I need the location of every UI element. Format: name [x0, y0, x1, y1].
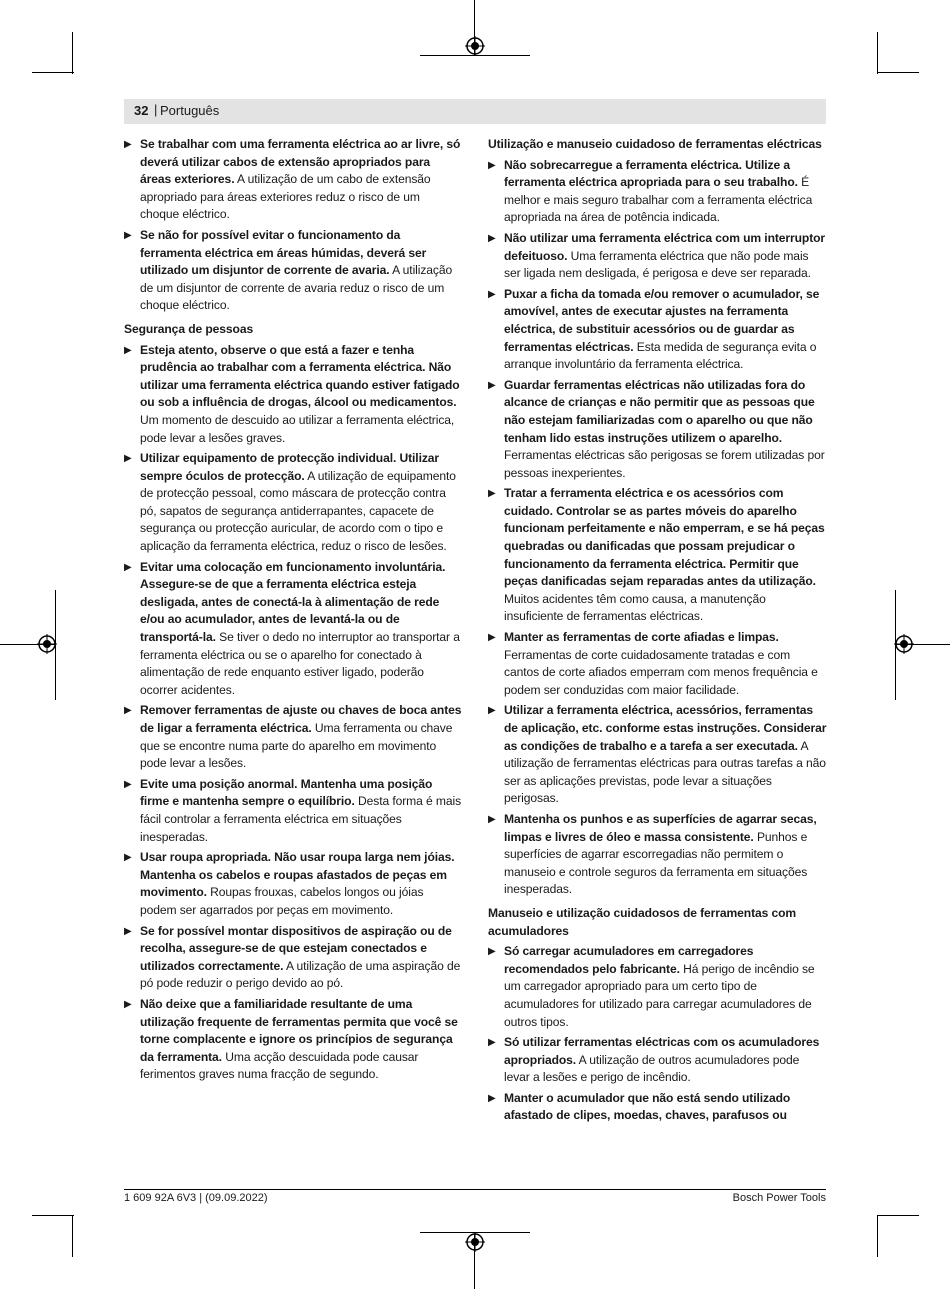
bullet-triangle-icon: ▶ [124, 778, 132, 790]
safety-item [488, 811, 828, 899]
safety-instruction: Se for possível montar dispositivos de aspiração ou de recolha, assegure-se de que estejam conectados e utilizados correctamente. [140, 923, 452, 973]
section-heading: Segurança de pessoas [124, 321, 254, 336]
safety-item [488, 230, 828, 283]
safety-explanation: Se tiver o dedo no interruptor ao transportar a ferramenta eléctrica ou se o aparelho for conectado à alimentação de rede enquanto estiver ligado, poderão ocorrer acidentes. [140, 630, 460, 697]
safety-instruction: Usar roupa apropriada. Não usar roupa larga nem jóias. Mantenha os cabelos e roupas afastados de peças em movimento. [140, 850, 455, 900]
safety-item [488, 286, 828, 374]
section-heading: Utilização e manuseio cuidadoso de ferramentas eléctricas [488, 137, 822, 151]
safety-instruction: Tratar a ferramenta eléctrica e os acessórios com cuidado. Controlar se as partes móveis do aparelho funcionam perfeitamente e não emperram, e se há peças quebradas ou danificadas que possam prejudicar o funcionamento da ferramenta eléctrica. Permitir que peças danificadas sejam reparadas antes da utilização. [504, 486, 825, 589]
crop-mark [72, 32, 73, 74]
header-separator: | [154, 102, 158, 117]
safety-item [124, 702, 462, 772]
footer-brand: Bosch Power Tools [732, 1192, 826, 1204]
registration-target-icon [37, 634, 57, 654]
safety-item [124, 996, 462, 1084]
bullet-triangle-icon: ▶ [124, 705, 132, 717]
safety-instruction: Puxar a ficha da tomada e/ou remover o acumulador, se amovível, antes de executar ajustes na ferramenta eléctrica, de substituir acessórios ou de guardar as ferramentas eléctricas. [504, 286, 820, 354]
safety-explanation: A utilização de ferramentas eléctricas para outras tarefas a não ser as aplicações previstas, pode levar a situações perigosas. [504, 738, 826, 806]
bullet-triangle-icon: ▶ [124, 344, 132, 356]
left-column [124, 136, 462, 1087]
safety-item [124, 342, 462, 448]
page-header [124, 99, 826, 124]
safety-instruction: Remover ferramentas de ajuste ou chaves de boca antes de ligar a ferramenta eléctrica. [140, 703, 462, 735]
safety-instruction: Utilizar a ferramenta eléctrica, acessórios, ferramentas de aplicação, etc. conforme estas instruções. Considerar as condições de trabalho e a tarefa a ser executada. [504, 703, 827, 753]
safety-item [488, 943, 828, 1031]
safety-explanation: Ferramentas eléctricas são perigosas se forem utilizadas por pessoas inexperientes. [504, 448, 825, 480]
safety-explanation: A utilização de equipamento de protecção pessoal, como máscara de protecção contra pó, sapatos de segurança antiderrapantes, capacete de segurança ou protecção auricular, de acordo com o tipo e aplicação da ferramenta eléctrica, reduz o risco de lesões. [140, 468, 456, 554]
bullet-triangle-icon: ▶ [124, 561, 132, 573]
safety-explanation: A utilização de um disjuntor de corrente de avaria reduz o risco de um choque eléctrico. [140, 263, 453, 313]
safety-explanation: Desta forma é mais fácil controlar a ferramenta eléctrica em situações inesperadas. [140, 794, 462, 844]
bullet-triangle-icon: ▶ [488, 488, 496, 500]
safety-item [124, 450, 462, 556]
footer-code: 1 609 92A 6V3 | (09.09.2022) [124, 1192, 268, 1204]
page-number: 32 [134, 103, 149, 118]
safety-instruction: Não deixe que a familiaridade resultante de uma utilização frequente de ferramentas permita que você se torne complacente e ignore os princípios de segurança da ferramenta. [140, 996, 458, 1064]
safety-item [124, 136, 462, 224]
safety-explanation: Ferramentas de corte cuidadosamente tratadas e com cantos de corte afiados emperram com menos frequência e podem ser conduzidas com maior facilidade. [504, 647, 818, 697]
safety-explanation: Uma ferramenta ou chave que se encontre numa parte do aparelho em movimento pode levar a lesões. [140, 721, 453, 771]
safety-explanation: Muitos acidentes têm como causa, a manutenção insuficiente de ferramentas eléctricas. [504, 591, 766, 624]
registration-target-icon [894, 634, 914, 654]
safety-item [488, 157, 828, 227]
safety-instruction: Esteja atento, observe o que está a fazer e tenha prudência ao trabalhar com a ferramenta eléctrica. Não utilizar uma ferramenta eléctrica quando estiver fatigado ou sob a influência de drogas, álcool ou medicamentos. [140, 342, 460, 410]
safety-instruction: Não sobrecarregue a ferramenta eléctrica. Utilize a ferramenta eléctrica apropriada para o seu trabalho. [504, 157, 798, 190]
safety-item [488, 377, 828, 483]
bullet-triangle-icon: ▶ [124, 998, 132, 1010]
bullet-triangle-icon: ▶ [488, 288, 496, 300]
right-column [488, 136, 828, 1128]
crop-mark [72, 1215, 73, 1257]
footer-rule [124, 1189, 826, 1190]
bullet-triangle-icon: ▶ [488, 379, 496, 391]
safety-item [124, 227, 462, 315]
safety-instruction: Evitar uma colocação em funcionamento involuntária. Assegure-se de que a ferramenta eléctrica esteja desligada, antes de conectá-la à alimentação de rede e/ou ao acumulador, antes de levantá-la ou de transportá-la. [140, 559, 446, 645]
safety-item [488, 1034, 828, 1087]
bullet-triangle-icon: ▶ [488, 705, 496, 717]
safety-explanation: Uma ferramenta eléctrica que não pode mais ser ligada nem desligada, é perigosa e deve ser reparada. [504, 248, 811, 281]
safety-item [488, 1090, 828, 1125]
safety-explanation: Uma acção descuidada pode causar ferimentos graves numa fracção de segundo. [140, 1049, 419, 1082]
crop-mark [877, 1215, 919, 1216]
bullet-triangle-icon: ▶ [488, 1092, 496, 1104]
bullet-triangle-icon: ▶ [488, 1037, 496, 1049]
crop-mark [877, 72, 919, 73]
crop-mark [877, 32, 878, 74]
bullet-triangle-icon: ▶ [124, 852, 132, 864]
registration-target-icon [465, 1232, 485, 1252]
page-language: Português [160, 103, 220, 118]
safety-instruction: Evite uma posição anormal. Mantenha uma posição firme e mantenha sempre o equilíbrio. [140, 776, 433, 809]
safety-explanation: É melhor e mais seguro trabalhar com a ferramenta eléctrica apropriada na área de potência indicada. [504, 175, 813, 225]
section-heading: Manuseio e utilização cuidadosos de ferramentas com acumuladores [488, 905, 797, 938]
safety-explanation: A utilização de outros acumuladores pode levar a lesões e perigo de incêndio. [504, 1052, 800, 1085]
safety-item [488, 702, 828, 808]
bullet-triangle-icon: ▶ [488, 232, 496, 244]
bullet-triangle-icon: ▶ [488, 946, 496, 958]
bullet-triangle-icon: ▶ [488, 159, 496, 171]
registration-target-icon [465, 36, 485, 56]
safety-instruction: Só utilizar ferramentas eléctricas com os acumuladores apropriados. [504, 1035, 820, 1067]
safety-explanation: Punhos e superfícies de agarrar escorregadias não permitem o manuseio e controle seguros da ferramenta em situações inesperadas. [504, 829, 808, 897]
safety-instruction: Manter as ferramentas de corte afiadas e limpas. [504, 630, 779, 645]
bullet-triangle-icon: ▶ [124, 925, 132, 937]
safety-instruction: Só carregar acumuladores em carregadores recomendados pelo fabricante. [504, 944, 754, 976]
safety-instruction: Se não for possível evitar o funcionamento da ferramenta eléctrica em áreas húmidas, deverá ser utilizado um disjuntor de corrente de avaria. [140, 227, 427, 278]
safety-item [124, 776, 462, 846]
safety-item [124, 559, 462, 700]
safety-explanation: A utilização de uma aspiração de pó pode reduzir o perigo devido ao pó. [140, 958, 461, 991]
safety-item [488, 485, 828, 626]
bullet-triangle-icon: ▶ [488, 632, 496, 644]
bullet-triangle-icon: ▶ [124, 229, 132, 241]
safety-instruction: Utilizar equipamento de protecção individual. Utilizar sempre óculos de protecção. [140, 451, 440, 483]
safety-instruction: Guardar ferramentas eléctricas não utilizadas fora do alcance de crianças e não permitir que as pessoas que não estejam familiarizadas com o aparelho ou que não tenham lido estas instruções utilizem o aparelho. [504, 377, 815, 445]
safety-instruction: Manter o acumulador que não está sendo utilizado afastado de clipes, moedas, chaves, parafusos ou [504, 1090, 791, 1123]
safety-instruction: Não utilizar uma ferramenta eléctrica com um interruptor defeituoso. [504, 230, 826, 263]
safety-explanation: Há perigo de incêndio se um carregador apropriado para um certo tipo de acumuladores for utilizado para carregar acumuladores de outros tipos. [504, 961, 815, 1029]
safety-instruction: Mantenha os punhos e as superfícies de agarrar secas, limpas e livres de óleo e massa consistente. [504, 811, 817, 844]
crop-mark [32, 1215, 74, 1216]
bullet-triangle-icon: ▶ [124, 139, 132, 150]
safety-explanation: A utilização de um cabo de extensão apropriado para áreas exteriores reduz o risco de um choque eléctrico. [140, 172, 431, 222]
safety-explanation: Esta medida de segurança evita o arranque involuntário da ferramenta eléctrica. [504, 339, 817, 372]
safety-item [124, 923, 462, 993]
crop-mark [877, 1215, 878, 1257]
bullet-triangle-icon: ▶ [124, 453, 132, 465]
safety-instruction: Se trabalhar com uma ferramenta eléctrica ao ar livre, só deverá utilizar cabos de extensão apropriados para áreas exteriores. [140, 137, 461, 187]
safety-explanation: Roupas frouxas, cabelos longos ou jóias podem ser agarrados por peças em movimento. [140, 885, 424, 917]
safety-item [124, 849, 462, 919]
crop-mark [32, 72, 74, 73]
safety-item [488, 629, 828, 699]
safety-explanation: Um momento de descuido ao utilizar a ferramenta eléctrica, pode levar a lesões graves. [140, 412, 455, 445]
bullet-triangle-icon: ▶ [488, 813, 496, 825]
